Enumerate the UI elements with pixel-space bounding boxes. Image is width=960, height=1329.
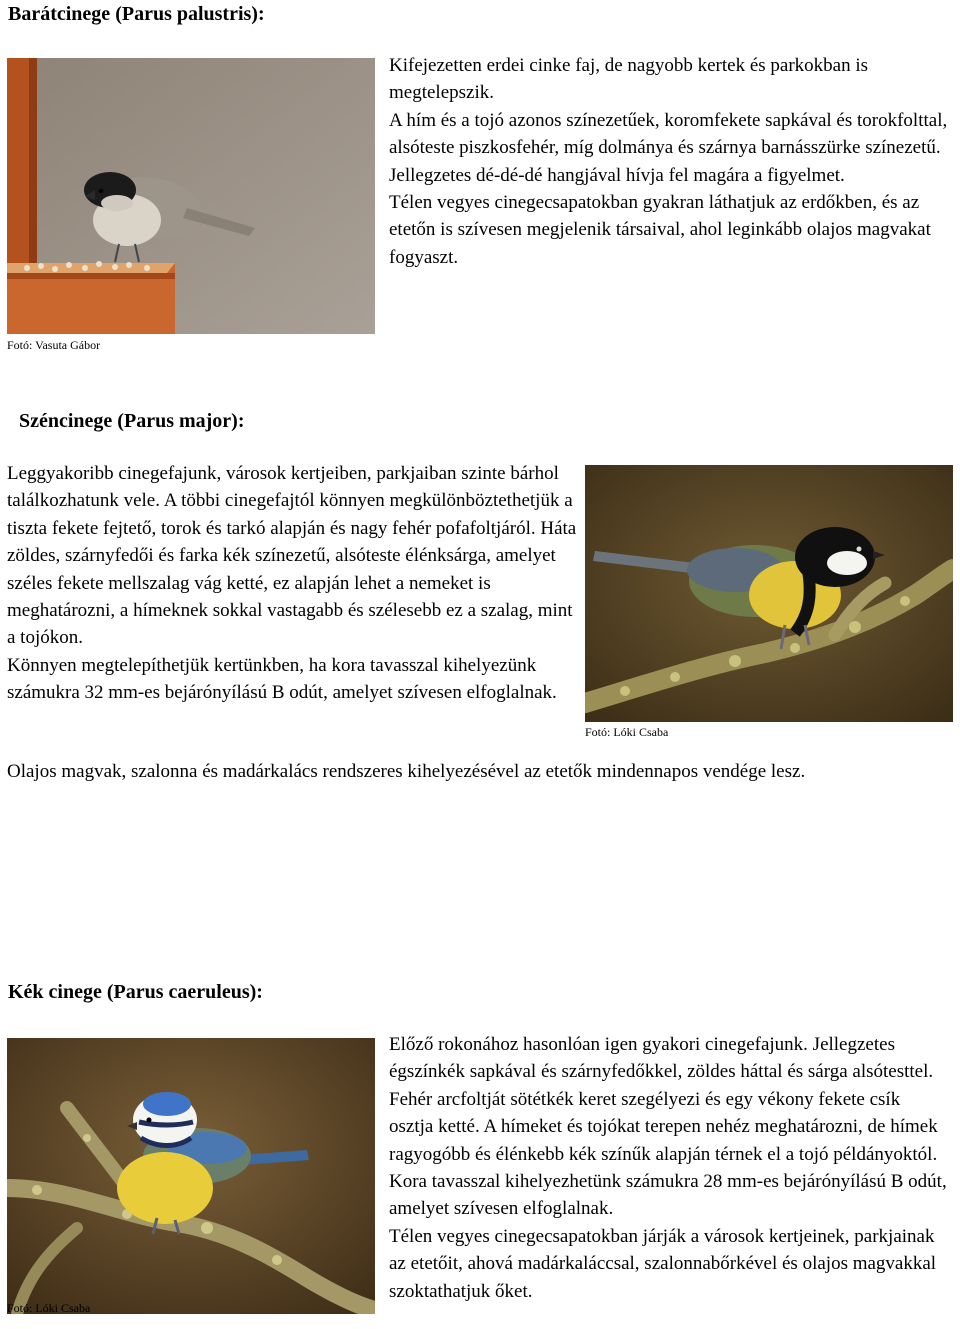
great-tit-feeding-note: Olajos magvak, szalonna és madárkalács rendszeres kihelyezésével az etetők mindennapos vendége lesz. <box>7 761 806 782</box>
paragraph: Könnyen megtelepíthetjük kertünkben, ha kora tavasszal kihelyezünk számukra 32 mm-es bejárónyílású B odút, amelyet szívesen elfoglalnak. <box>7 654 557 704</box>
photo-credit: Fotó: Lóki Csaba <box>585 725 669 739</box>
great-tit-photo <box>585 465 953 722</box>
photo-credit: Fotó: Vasuta Gábor <box>7 338 101 352</box>
paragraph: Előző rokonához hasonlóan igen gyakori cinegefajunk. Jellegzetes égszínkék sapkával és szárnyfedőkkel, zöldes háttal és sárga alsótesttel. Fehér arcfoltját sötétkék keret szegélyezi és egy vékony fekete csík osztja ketté. A hímeket és tojókat terepen nehéz meghatározni, de hímek ragyogóbb és élénkebb kék színűk alapján térnek el a tojó példányoktól. Kora tavasszal kihelyezhetünk számukra 28 mm-es bejárónyílású B odút, amelyet szívesen elfoglalnak. <box>389 1034 947 1220</box>
great-tit-description <box>7 460 577 707</box>
section-heading-great-tit: Széncinege (Parus major): <box>19 410 245 432</box>
blue-tit-photo <box>7 1038 375 1314</box>
photo-credit: Fotó: Lóki Csaba <box>7 1301 91 1315</box>
section-heading-blue-tit: Kék cinege (Parus caeruleus): <box>8 981 263 1003</box>
paragraph: Leggyakoribb cinegefajunk, városok kertjeiben, parkjaiban szinte bárhol találkozhatunk vele. A többi cinegefajtól könnyen megkülönböztethetjük a tiszta fekete fejtető, torok és tarkó alapján és nagy fehér pofafoltjáról. Háta zöldes, szárnyfedői és farka kék színezetű, alsóteste élénksárga, amelyet széles fekete mellszalag vág ketté, ez alapján lehet a nemeket is meghatározni, a hímeknek sokkal vastagabb és szélesebb ez a szalag, mint a tojókon. <box>7 463 577 649</box>
paragraph: Télen vegyes cinegecsapatokban gyakran láthatjuk az erdőkben, és az etetőn is szívesen megjelenik társaival, ahol leginkább olajos magvakat fogyaszt. <box>389 192 931 268</box>
section-heading-marsh-tit: Barátcinege (Parus palustris): <box>8 3 265 25</box>
paragraph: Télen vegyes cinegecsapatokban járják a városok kertjeinek, parkjainak az etetőit, ahová madárkaláccsal, szalonnabőrkével és olajos magvakkal szoktathatjuk őket. <box>389 1225 937 1302</box>
marsh-tit-description <box>389 52 949 271</box>
paragraph: A hím és a tojó azonos színezetűek, koromfekete sapkával és torokfolttal, alsóteste piszkosfehér, míg dolmánya és szárnya barnásszürke színezetű. Jellegzetes dé-dé-dé hangjával hívja fel magára a figyelmet. <box>389 109 948 186</box>
marsh-tit-photo <box>7 58 375 334</box>
paragraph: Kifejezetten erdei cinke faj, de nagyobb kertek és parkokban is megtelepszik. <box>389 55 869 104</box>
blue-tit-description <box>389 1031 949 1305</box>
